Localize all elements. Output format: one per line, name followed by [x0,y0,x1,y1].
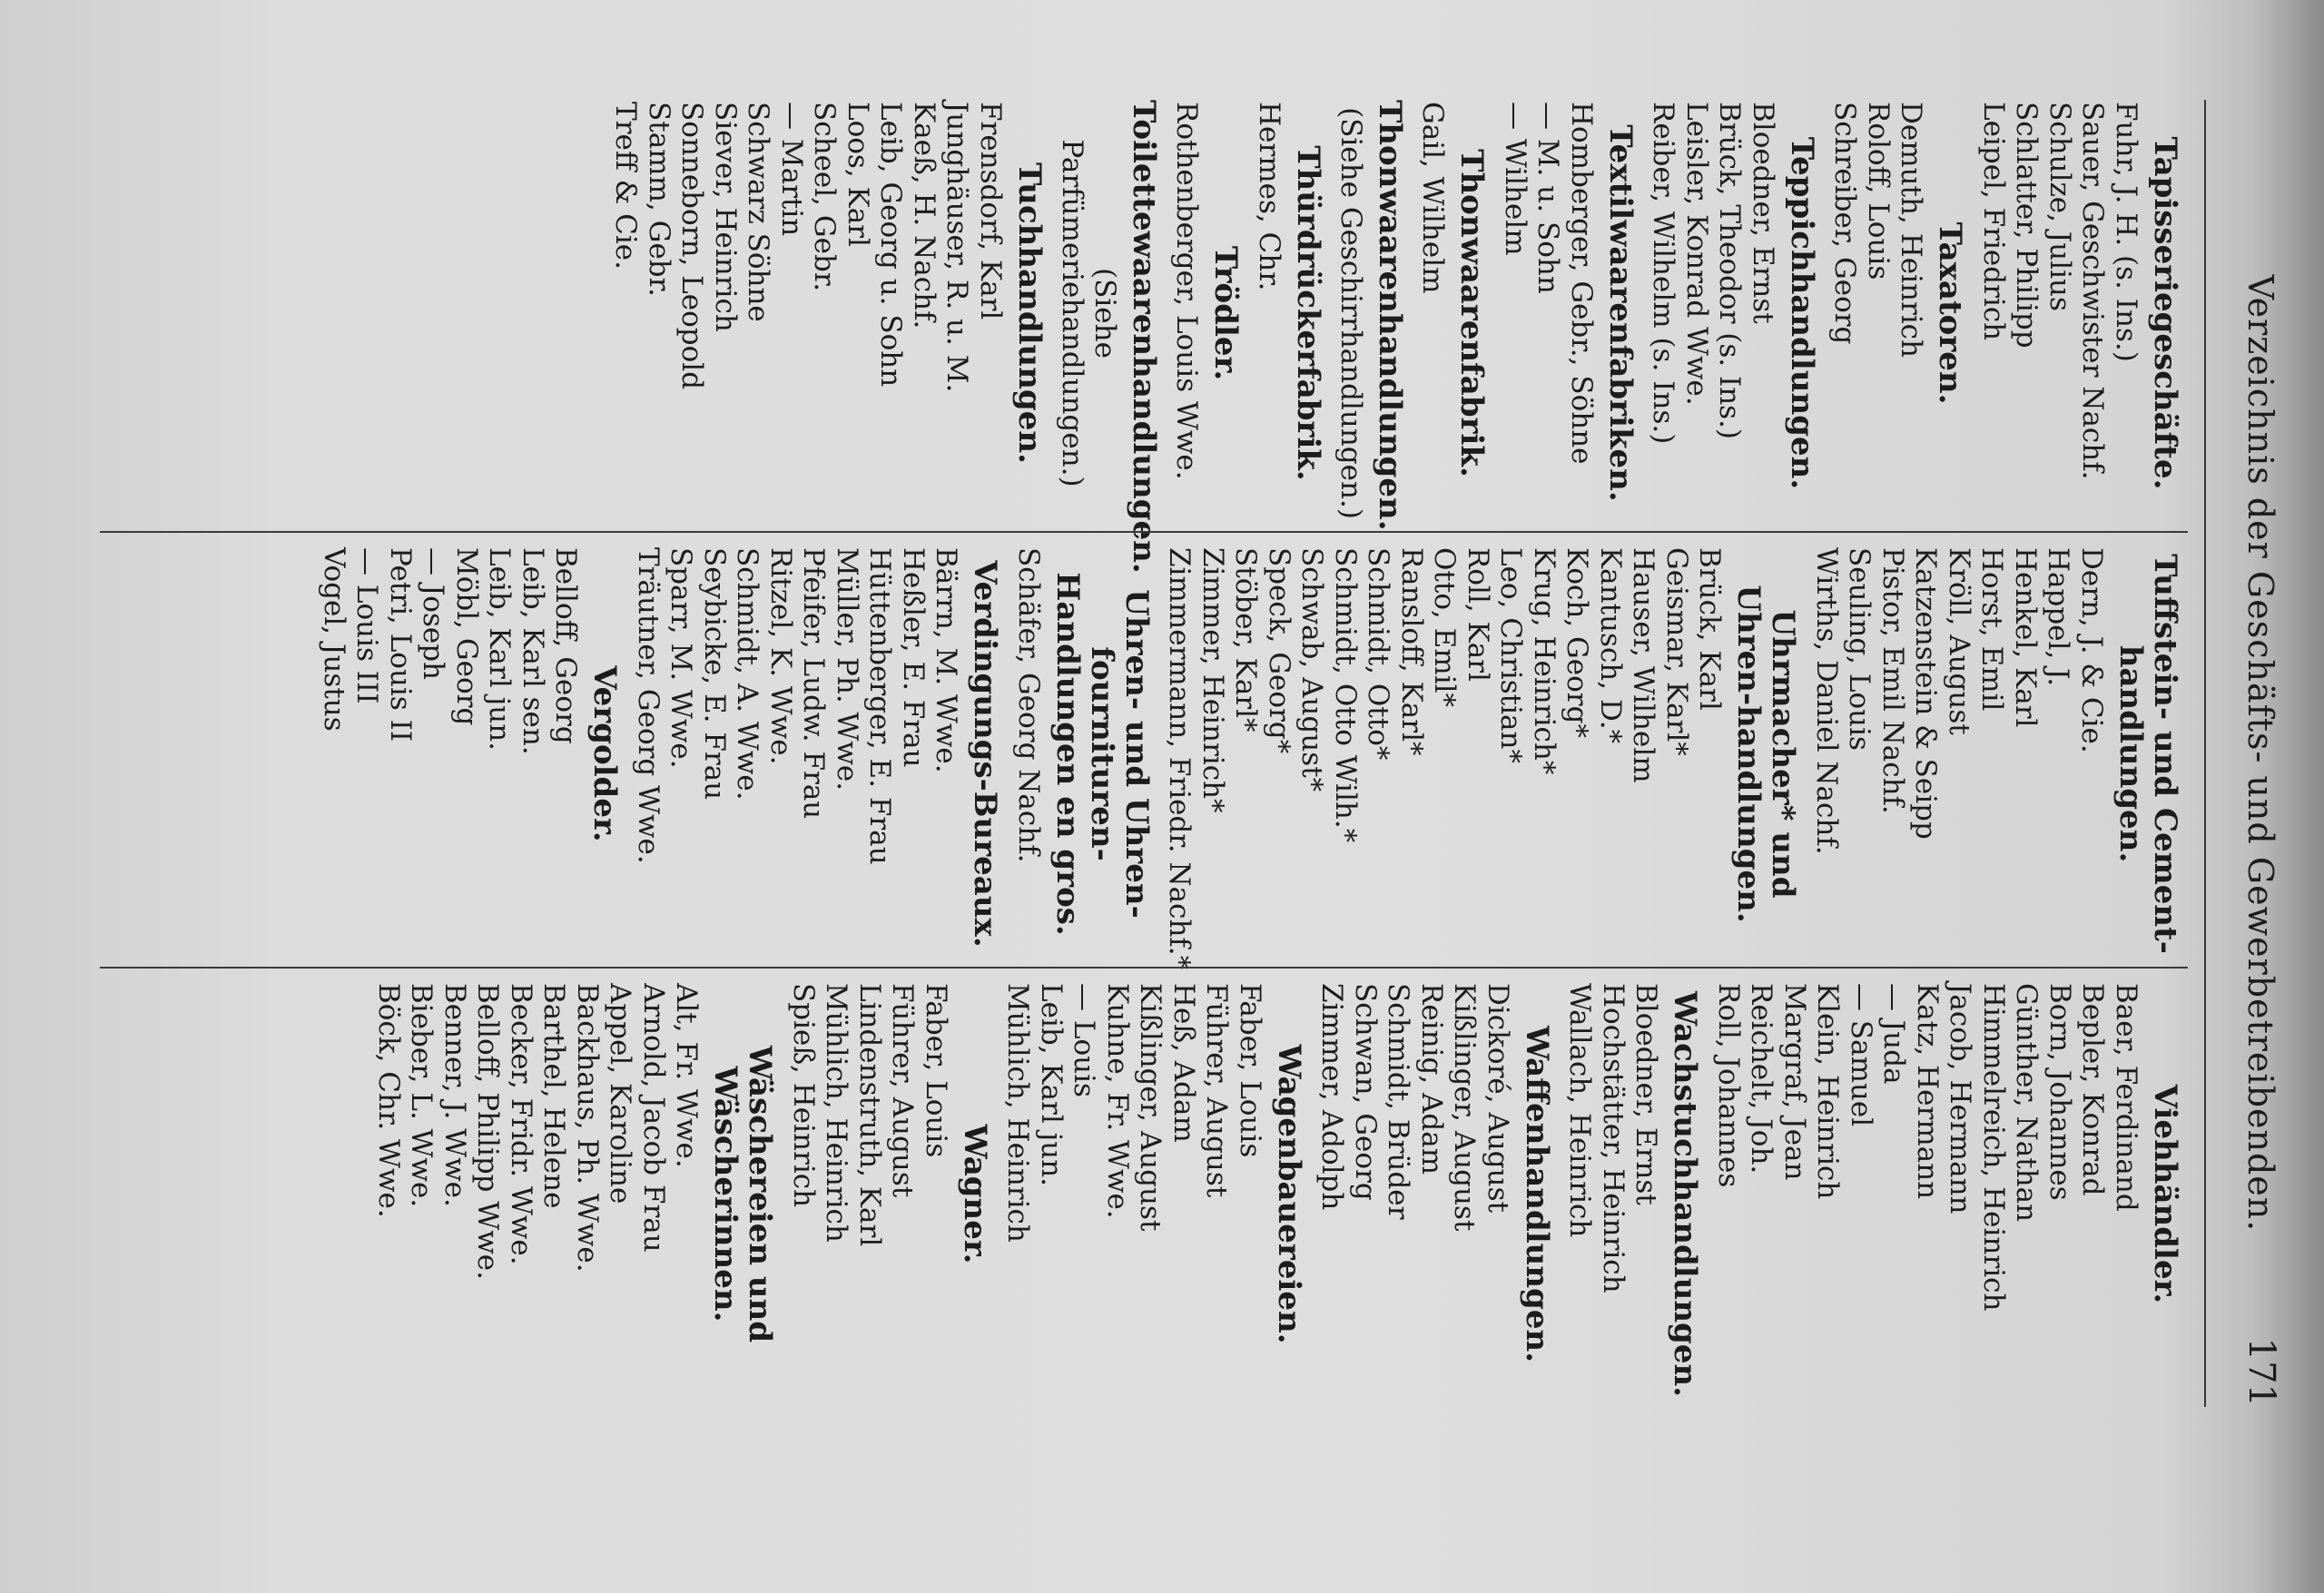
section-title: Wäschereien und Wäscherinnen. [707,1045,779,1343]
directory-entry: Krug, Heinrich* [1528,547,1561,775]
directory-entry: Petri, Louis II [384,547,417,742]
directory-section [1977,100,2183,526]
directory-entry: Homberger, Gebr., Söhne [1565,102,1598,465]
directory-section [1828,100,1968,526]
section-title: Waffenhandlungen. [1519,1025,1555,1363]
directory-entry: Arnold, Jacob Frau [637,983,670,1253]
directory-entry: Vogel, Justus [318,547,350,732]
directory-entry: Henkel, Karl [2009,547,2042,728]
directory-entry: Leipel, Friedrich [1977,102,2010,341]
directory-entry: Alt, Fr. Wwe. [670,983,704,1168]
directory-entry: Barthel, Helene [537,983,571,1209]
directory-entry: Siever, Heinrich [709,102,742,332]
directory-entry: Reiber, Wilhelm (s. Ins.) [1647,102,1680,445]
directory-entry: Schlatter, Philipp [2010,102,2043,349]
directory-entry: Spieß, Heinrich [787,983,820,1208]
directory-entry: Mühlich, Heinrich [820,983,853,1243]
directory-entry: Führer, August [1200,983,1234,1198]
directory-entry: Kuhne, Fr. Wwe. [1101,983,1134,1219]
directory-entry: Schmidt, Otto* [1362,547,1395,761]
directory-entry: Schwan, Georg [1349,983,1382,1201]
section-title: Verdingungs-Bureaux. [967,560,1004,948]
page-number: 171 [2240,1337,2282,1407]
directory-entry: Stamm, Gebr. [643,102,675,297]
directory-entry: Hochstätter, Heinrich [1597,983,1630,1293]
directory-entry: Born, Johannes [2043,983,2076,1201]
directory-entry: Pistor, Emil Nachf. [1876,547,1909,814]
directory-entry: Schwab, August* [1295,547,1329,792]
directory-entry: Geismar, Karl* [1660,547,1693,756]
section-title: Uhren- und Uhren-fournituren-Handlungen en gros. [1049,572,1155,936]
directory-entry: Schmidt, Brüder [1382,983,1415,1220]
directory-entry: Dickoré, August [1482,983,1514,1213]
column-3 [100,967,2188,1407]
section-title: Teppichhandlungen. [1784,136,1820,490]
directory-entry: Leib, Karl sen. [517,547,549,755]
directory-section [1499,100,1639,526]
section-title: Textilwaarenfabriken. [1602,124,1639,502]
directory-entry: Kantusch, D.* [1594,547,1627,744]
directory-entry: — Louis [1068,983,1101,1097]
directory-entry: Backhaus, Ph. Wwe. [571,983,604,1273]
directory-entry: Margraf, Jean [1778,983,1811,1181]
directory-entry: Heß, Adam [1167,983,1200,1143]
directory-entry: Sonneborn, Leopold [675,102,709,390]
directory-entry: Seybicke, E. Frau [698,547,731,801]
directory-entry: Junghäuser, R. u. M. [940,102,974,393]
section-title: Vergolder. [586,665,624,842]
directory-entry: Wirths, Daniel Nachf. [1810,547,1843,855]
directory-entry: Faber, Louis [920,983,952,1158]
directory-entry: Bloedner, Ernst [1630,983,1663,1205]
directory-entry: Demuth, Heinrich [1895,102,1928,359]
directory-entry: — Juda [1877,983,1911,1085]
section-title: Wagenbauereien. [1271,1044,1307,1344]
directory-section [1012,546,1155,962]
directory-entry: — Martin [775,102,808,237]
directory-entry: Zimmer, Adolph [1315,983,1349,1211]
directory-entry: Heßler, E. Frau [897,547,930,768]
directory-entry: Ritzel, K. Wwe. [764,547,797,765]
directory-entry: Reichelt, Joh. [1745,983,1778,1175]
directory-entry: Katzenstein & Seipp [1909,547,1943,840]
directory-entry: Otto, Emil* [1428,547,1462,708]
directory-section [1056,100,1162,574]
directory-section [318,546,623,962]
directory-entry: Schmidt, Otto Wilh.* [1329,547,1362,843]
directory-entry: Baer, Ferdinand [2110,983,2142,1212]
directory-section [1001,981,1306,1407]
directory-entry: — Joseph [417,547,450,681]
directory-entry: Scheel, Gebr. [808,102,842,292]
section-note: (Siehe Geschirrhandlungen.) [1334,107,1367,519]
directory-entry: Kißlinger, August [1448,983,1482,1232]
directory-entry: Belloff, Philipp Wwe. [471,983,505,1280]
directory-entry: Böck, Chr. Wwe. [372,983,405,1218]
directory-entry: Roll, Johannes [1712,983,1745,1188]
directory-entry: Leib, Georg u. Sohn [874,102,908,388]
section-title: Tuffstein- und Cement-handlungen. [2112,554,2183,954]
directory-entry: Zimmer, Heinrich* [1196,547,1229,813]
directory-entry: Mühlich, Heinrich [1001,983,1035,1243]
directory-entry: Fuhr, J. H. (s. Ins.) [2110,102,2142,362]
directory-entry: Jacob, Hermann [1944,983,1977,1214]
directory-entry: Wallach, Heinrich [1563,983,1597,1238]
directory-entry: Dern, J. & Cie. [2075,547,2108,753]
directory-entry: Hauser, Wilhelm [1627,547,1660,783]
directory-entry: Bepler, Konrad [2076,983,2110,1196]
directory-entry: Bloedner, Ernst [1747,102,1779,324]
section-title: Wachstuchhandlungen. [1667,990,1704,1398]
directory-entry: Lindenstruth, Karl [853,983,886,1247]
directory-entry: Schreiber, Georg [1828,102,1862,345]
directory-section [1712,981,2183,1407]
directory-section [1563,981,1703,1407]
directory-entry: Pfeifer, Ludw. Frau [797,547,831,820]
running-head [2204,100,2288,1407]
directory-section [1416,100,1490,526]
directory-entry: — Samuel [1845,983,1877,1127]
section-note: (Siehe Parfümeriehandlungen.) [1056,139,1121,487]
directory-entry: Kröll, August [1943,547,1975,735]
directory-entry: Sauer, Geschwister Nachf. [2076,102,2110,480]
directory-entry: Kaeß, H. Nachf. [908,102,940,329]
directory-entry: Reinig, Adam [1415,983,1448,1175]
directory-entry: Ransloff, Karl* [1395,547,1428,756]
directory-entry: Möbl, Georg [450,547,483,726]
directory-entry: — Louis III [350,547,384,704]
directory-entry: Himmelreich, Heinrich [1977,983,2010,1312]
section-title: Taxatoren. [1932,221,1969,405]
directory-entry: Träutner, Georg Wwe. [632,547,665,864]
directory-section [1253,100,1326,526]
directory-entry: Sparr, M. Wwe. [665,547,698,769]
directory-entry: Rothenberger, Louis Wwe. [1170,102,1204,480]
directory-entry: Koch, Georg* [1561,547,1594,738]
directory-entry: Speck, Georg* [1263,547,1295,754]
directory-entry: Bieber, L. Wwe. [405,983,438,1208]
directory-entry: Führer, August [886,983,920,1198]
section-title: Thonwaarenfabrik. [1453,149,1491,477]
directory-section [1315,981,1554,1407]
directory-entry: Gail, Wilhelm [1416,102,1450,294]
directory-entry: Belloff, Georg [549,547,583,744]
section-title: Viehhändler. [2147,1084,2183,1304]
directory-entry: Bärrn, M. Wwe. [930,547,963,773]
directory-entry: Schwarz Söhne [742,102,775,322]
directory-entry: Günther, Nathan [2010,983,2043,1223]
running-head-title: Verzeichnis der Geschäfts- und Gewerbetreibenden. [2240,274,2280,1233]
directory-section [1647,100,1819,526]
section-title: Trödler. [1207,245,1245,381]
directory-entry: — Wilhelm [1499,102,1531,256]
directory-entry: — M. u. Sohn [1531,102,1565,294]
directory-columns [100,100,2188,1407]
section-title: Thonwaarenhandlungen. [1372,100,1408,531]
directory-entry: Loos, Karl [842,102,874,247]
directory-entry: Zimmermann, Friedr. Nachf.* [1163,547,1196,970]
directory-entry: Brück, Theodor (s. Ins.) [1713,102,1747,440]
directory-section [1334,100,1408,531]
directory-entry: Hermes, Chr. [1253,102,1285,291]
section-title: Wagner. [957,1124,993,1264]
section-title: Uhrmacher* und Uhren-handlungen. [1730,585,1802,923]
section-title: Thürdrückerfabrik. [1290,145,1326,481]
column-1 [100,100,2188,574]
directory-entry: Frensdorf, Karl [974,102,1007,320]
directory-entry: Brück, Karl [1693,547,1727,711]
directory-entry: Horst, Emil [1975,547,2009,712]
directory-entry: Leib, Karl jun. [483,547,517,752]
directory-entry: Schäfer, Georg Nachf. [1012,547,1045,863]
section-title: Tapisseriegeschäfte. [2147,136,2183,490]
directory-entry: Müller, Ph. Wwe. [831,547,863,792]
section-title: Toilettewaarenhandlungen. [1126,100,1162,574]
directory-entry: Benner, J. Wwe. [438,983,471,1207]
directory-entry: Stöber, Karl* [1229,547,1263,733]
directory-entry: Hüttenberger, E. Frau [863,547,897,865]
directory-section [1163,546,1802,970]
directory-entry: Roll, Karl [1462,547,1494,682]
directory-section [1170,100,1244,526]
directory-entry: Kißlinger, August [1134,983,1167,1232]
section-title: Tuchhandlungen. [1011,162,1048,464]
directory-entry: Leo, Christian* [1494,547,1528,763]
directory-entry: Katz, Hermann [1911,983,1944,1200]
directory-section [372,981,778,1407]
directory-entry: Becker, Fridr. Wwe. [505,983,537,1265]
directory-section [1810,546,2183,962]
directory-entry: Treff & Cie. [609,102,643,270]
directory-entry: Seuling, Louis [1843,547,1876,751]
directory-entry: Leisler, Konrad Wwe. [1680,102,1713,406]
directory-section [609,100,1047,526]
directory-entry: Klein, Heinrich [1811,983,1845,1200]
directory-entry: Faber, Louis [1234,983,1266,1158]
column-2 [100,531,2188,970]
directory-entry: Happel, J. [2042,547,2075,687]
directory-entry: Leib, Karl jun. [1035,983,1068,1187]
directory-entry: Roloff, Louis [1862,102,1895,280]
directory-entry: Schulze, Julius [2043,102,2076,311]
directory-entry: Appel, Karoline [604,983,637,1205]
directory-entry: Schmidt, A. Wwe. [731,547,764,801]
directory-section [787,981,993,1407]
directory-section [632,546,1003,962]
